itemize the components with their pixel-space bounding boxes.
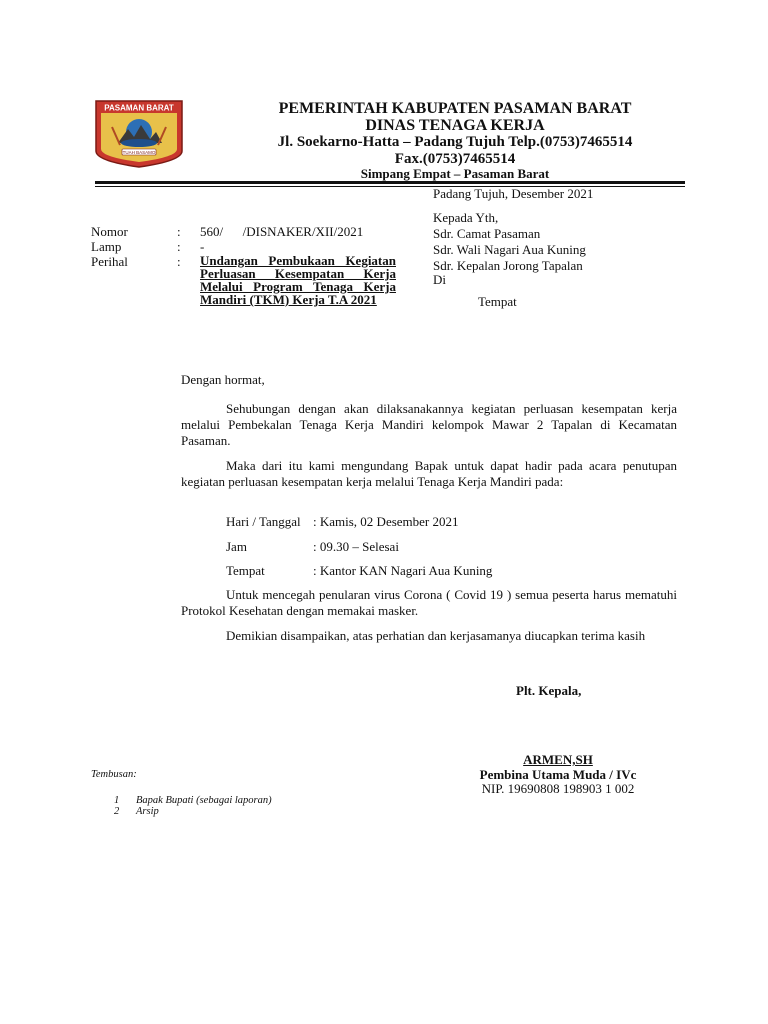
perihal-line-3: Melalui Program Tenaga Kerja <box>200 279 396 294</box>
tempat-label: Tempat <box>226 563 265 578</box>
recipient-1: Sdr. Camat Pasaman <box>433 226 541 241</box>
signatory-rank: Pembina Utama Muda / IVc <box>479 767 637 782</box>
paragraph-2: Maka dari itu kami mengundang Bapak untuk dapat hadir pada acara penutupan kegiatan perluasan kesempatan kerja melalui Tenaga Kerja Mandiri pada: <box>181 458 677 489</box>
letterhead-address: Jl. Soekarno-Hatta – Padang Tujuh Telp.(0753)7465514 <box>277 134 633 150</box>
jam-label: Jam <box>226 539 247 554</box>
svg-text:TUAH BASAMO: TUAH BASAMO <box>122 150 156 155</box>
lamp-colon: : <box>177 239 181 254</box>
tempat-value: : Kantor KAN Nagari Aua Kuning <box>313 563 493 578</box>
nomor-value: 560/ /DISNAKER/XII/2021 <box>200 224 364 239</box>
nomor-label: Nomor <box>91 224 128 239</box>
recipient-place: Tempat <box>478 294 517 309</box>
cc-heading: Tembusan: <box>91 769 137 780</box>
perihal-line-4: Mandiri (TKM) Kerja T.A 2021 <box>200 292 377 307</box>
greeting: Dengan hormat, <box>181 372 265 387</box>
letterhead-government: PEMERINTAH KABUPATEN PASAMAN BARAT <box>278 100 632 117</box>
cc-item-number: 2 <box>114 806 120 817</box>
lamp-value: - <box>200 239 205 254</box>
perihal-line-1: Undangan Pembukaan Kegiatan <box>200 253 396 268</box>
letterhead-rule-thin <box>95 186 685 187</box>
cc-item-text: Bapak Bupati (sebagai laporan) <box>136 795 272 806</box>
signature-title: Plt. Kepala, <box>516 683 582 698</box>
nomor-colon: : <box>177 224 181 239</box>
regency-emblem <box>94 99 184 169</box>
lamp-label: Lamp <box>91 239 122 254</box>
paragraph-1: Sehubungan dengan akan dilaksanakannya kegiatan perluasan kesempatan kerja melalui Pembekalan Tenaga Kerja Mandiri kelompok Mawar 2 Tapalan di Kecamatan Pasaman. <box>181 401 677 448</box>
letter-date: Padang Tujuh, Desember 2021 <box>433 186 594 201</box>
cc-item-number: 1 <box>114 795 120 806</box>
signatory-name: ARMEN,SH <box>523 752 593 767</box>
letterhead-fax: Fax.(0753)7465514 <box>394 151 516 167</box>
svg-text:PASAMAN BARAT: PASAMAN BARAT <box>104 103 174 113</box>
perihal-line-2: Perluasan Kesempatan Kerja <box>200 266 396 281</box>
recipient-2: Sdr. Wali Nagari Aua Kuning <box>433 242 586 257</box>
letterhead-agency: DINAS TENAGA KERJA <box>365 117 545 134</box>
paragraph-3: Untuk mencegah penularan virus Corona ( Covid 19 ) semua peserta harus mematuhi Protokol Kesehatan dengan memakai masker. <box>181 587 677 618</box>
hari-label: Hari / Tanggal <box>226 514 301 529</box>
paragraph-4: Demikian disampaikan, atas perhatian dan kerjasamanya diucapkan terima kasih <box>226 628 646 643</box>
recipient-3: Sdr. Kepalan Jorong Tapalan <box>433 258 583 273</box>
signatory-nip: NIP. 19690808 198903 1 002 <box>481 781 635 796</box>
perihal-label: Perihal <box>91 254 128 269</box>
letterhead-city: Simpang Empat – Pasaman Barat <box>360 166 550 181</box>
jam-value: : 09.30 – Selesai <box>313 539 399 554</box>
recipient-greeting: Kepada Yth, <box>433 210 499 225</box>
letterhead-rule-thick <box>95 181 685 184</box>
perihal-colon: : <box>177 254 181 269</box>
cc-item-text: Arsip <box>136 806 159 817</box>
recipient-di: Di <box>433 272 446 287</box>
hari-value: : Kamis, 02 Desember 2021 <box>313 514 459 529</box>
